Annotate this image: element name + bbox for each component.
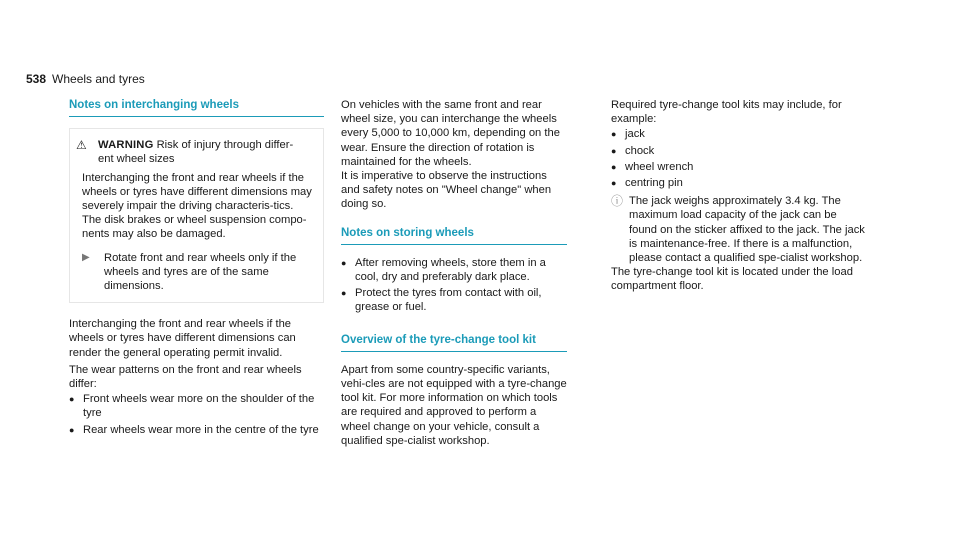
section-title-storing: Notes on storing wheels <box>341 226 567 245</box>
warning-body-text-1: Interchanging the front and rear wheels if the wheels or tyres have different dimensions may severely impair the driving characteris-tics. <box>82 171 312 213</box>
paragraph: Interchanging the front and rear wheels if the wheels or tyres have different dimensions can render the general operating permit invalid. <box>69 318 296 359</box>
list-item <box>69 392 324 420</box>
list-item-text: jack <box>625 128 645 141</box>
bullet-icon: ● <box>611 178 617 189</box>
warning-triangle-icon: ⚠ <box>76 138 87 153</box>
list-item <box>341 286 567 314</box>
page-header <box>26 72 145 86</box>
info-note-text: The jack weighs approximately 3.4 kg. The maximum load capacity of the jack can be found on the sticker affixed to the jack. The jack is maintenance-free. If there is a malfunction, please contact a qualified spe-cialist workshop. <box>629 195 865 265</box>
paragraph: The tyre-change tool kit is located under the load compartment floor. <box>611 266 853 293</box>
paragraph: Required tyre-change tool kits may include, for example: <box>611 99 842 126</box>
bullet-icon: ● <box>69 424 75 435</box>
section-title-tool-kit: Overview of the tyre-change tool kit <box>341 333 567 352</box>
paragraph: On vehicles with the same front and rear wheel size, you can interchange the wheels every 5,000 to 10,000 km, depending on the wear. Ensure the direction of rotation is maintained for the wheels. <box>341 99 560 168</box>
page-number: 538 <box>26 72 47 86</box>
bullet-icon: ● <box>611 161 617 172</box>
bullet-icon: ● <box>611 129 617 140</box>
list-item <box>611 127 866 141</box>
storing-list <box>341 256 567 315</box>
warning-instruction <box>82 251 313 294</box>
list-item-text: Front wheels wear more on the shoulder of the tyre <box>83 393 315 420</box>
column-2 <box>341 98 567 448</box>
list-item-text: chock <box>625 144 655 157</box>
warning-box <box>69 128 324 303</box>
paragraph: It is imperative to observe the instructions and safety notes on "Wheel change" when doing so. <box>341 170 552 211</box>
list-item <box>611 160 866 174</box>
bullet-icon: ● <box>611 145 617 156</box>
list-item <box>69 423 324 437</box>
warning-label: WARNING <box>98 139 154 152</box>
list-item-text: Protect the tyres from contact with oil, grease or fuel. <box>355 287 542 314</box>
paragraph: Apart from some country-specific variants, vehi-cles are not equipped with a tyre-change tool kit. For more information on which tools are required and approved to perform a wheel change on your vehicle, consult a qualified spe-cialist workshop. <box>341 363 567 447</box>
list-item-text: Rear wheels wear more in the centre of the tyre <box>83 423 319 436</box>
info-icon: ⓘ <box>611 194 624 209</box>
list-item <box>341 256 567 284</box>
section-title-interchanging: Notes on interchanging wheels <box>69 98 324 117</box>
page-header-title: Wheels and tyres <box>52 72 145 86</box>
column-1 <box>69 98 324 439</box>
play-arrow-icon: ▶ <box>82 251 90 263</box>
list-item-text: wheel wrench <box>625 160 694 173</box>
list-item <box>611 144 866 158</box>
warning-headline: Risk of injury through differ- <box>153 139 294 152</box>
warning-body <box>76 171 313 294</box>
list-item <box>611 176 866 190</box>
warning-header <box>76 138 313 166</box>
warning-headline-line2: ent wheel sizes <box>98 153 175 166</box>
wear-list <box>69 392 324 437</box>
warning-instruction-text: Rotate front and rear wheels only if the wheels and tyres are of the same dimensions. <box>104 251 297 293</box>
paragraph: The wear patterns on the front and rear wheels differ: <box>69 363 302 391</box>
info-note <box>611 194 866 265</box>
tool-kit-list <box>611 127 866 190</box>
bullet-icon: ● <box>69 394 75 405</box>
bullet-icon: ● <box>341 288 347 299</box>
list-item-text: centring pin <box>625 177 683 190</box>
bullet-icon: ● <box>341 257 347 268</box>
list-item-text: After removing wheels, store them in a cool, dry and preferably dark place. <box>355 256 546 284</box>
warning-body-text-2: The disk brakes or wheel suspension compo-nents may also be damaged. <box>82 214 307 241</box>
column-3 <box>611 98 866 294</box>
